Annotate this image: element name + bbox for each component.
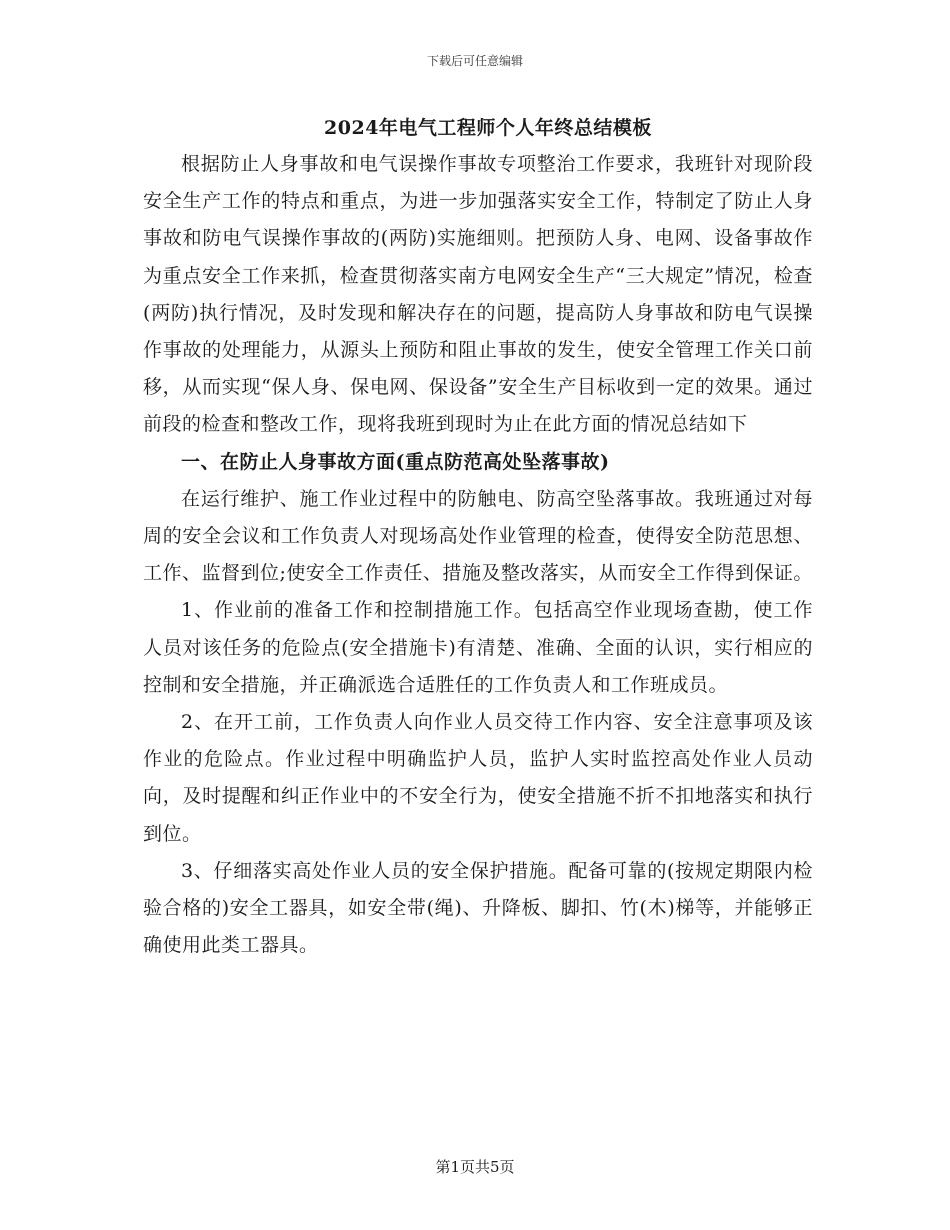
document-body bbox=[143, 112, 813, 964]
section-paragraph: 2、在开工前，工作负责人向作业人员交待工作内容、安全注意事项及该作业的危险点。作业过程中明确监护人员，监护人实时监控高处作业人员动向，及时提醒和纠正作业中的不安全行为，使安全措施不折不扣地落实和执行到位。 bbox=[143, 711, 813, 845]
page-number: 第1页共5页 bbox=[435, 1158, 515, 1176]
section-heading: 一、在防止人身事故方面(重点防范高处坠落事故) bbox=[181, 450, 610, 473]
section-paragraph: 3、仔细落实高处作业人员的安全保护措施。配备可靠的(按规定期限内检验合格的)安全工器具，如安全带(绳)、升降板、脚扣、竹(木)梯等，并能够正确使用此类工器具。 bbox=[143, 859, 813, 957]
document-title: 2024年电气工程师个人年终总结模板 bbox=[324, 117, 652, 139]
intro-paragraph: 根据防止人身事故和电气误操作事故专项整治工作要求，我班针对现阶段安全生产工作的特点和重点，为进一步加强落实安全工作，特制定了防止人身事故和防电气误操作事故的(两防)实施细则。把预防人身、电网、设备事故作为重点安全工作来抓，检查贯彻落实南方电网安全生产“三大规定”情况，检查(两防)执行情况，及时发现和解决存在的问题，提高防人身事故和防电气误操作事故的处理能力，从源头上预防和阻止事故的发生，使安全管理工作关口前移，从而实现“保人身、保电网、保设备”安全生产目标收到一定的效果。通过前段的检查和整改工作，现将我班到现时为止在此方面的情况总结如下 bbox=[143, 153, 813, 436]
page-header-note: 下载后可任意编辑 bbox=[426, 54, 523, 68]
section-paragraph: 在运行维护、施工作业过程中的防触电、防高空坠落事故。我班通过对每周的安全会议和工作负责人对现场高处作业管理的检查，使得安全防范思想、工作、监督到位;使安全工作责任、措施及整改落实，从而安全工作得到保证。 bbox=[143, 487, 813, 585]
section-paragraph: 1、作业前的准备工作和控制措施工作。包括高空作业现场查勘，使工作人员对该任务的危险点(安全措施卡)有清楚、准确、全面的认识，实行相应的控制和安全措施，并正确派选合适胜任的工作负责人和工作班成员。 bbox=[143, 599, 813, 696]
